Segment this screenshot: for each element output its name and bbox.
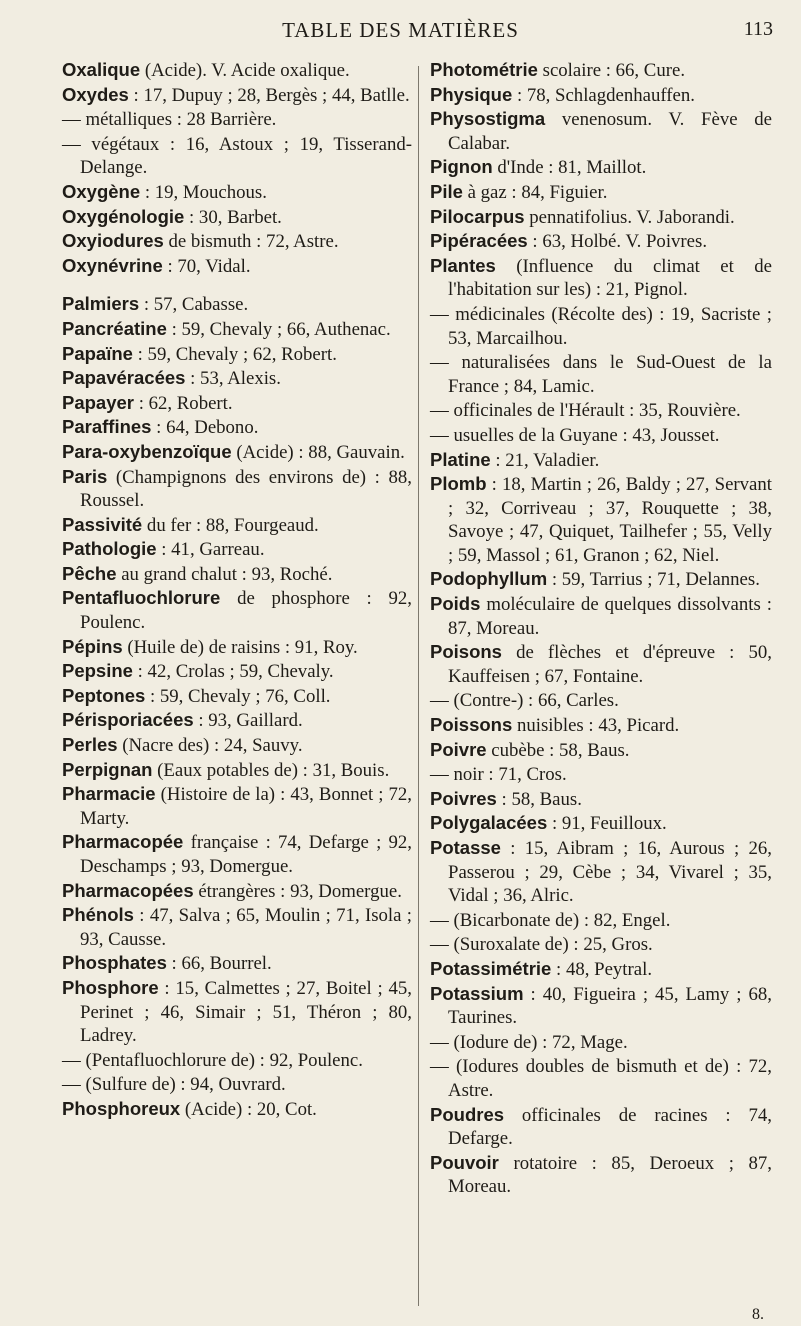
entry-references: : 62, Robert. [134,392,233,414]
entry-references: — (Sulfure de) : 94, Ouvrard. [62,1074,286,1096]
index-entry [62,635,412,660]
column-divider [418,66,419,1306]
entry-headword: Poids [430,593,481,615]
entry-headword: Pouvoir [430,1151,499,1173]
entry-headword: Potasse [430,837,501,858]
index-entry [62,366,412,391]
entry-references: (Nacre des) : 24, Sauvy. [117,735,303,757]
index-entry [62,830,412,878]
index-entry [430,58,772,83]
entry-references: : 70, Vidal. [162,255,251,277]
index-entry [430,155,772,180]
entry-references: : 40, Figueira ; 45, Lamy ; 68, Taurines. [448,983,772,1029]
entry-headword: Périsporiacées [62,709,194,731]
entry-references: nuisibles : 43, Picard. [512,715,680,737]
entry-references: — (Bicarbonate de) : 82, Engel. [430,909,671,931]
entry-references: : 64, Debono. [151,417,259,439]
entry-references: : 59, Chevaly ; 62, Robert. [132,343,337,365]
entry-references: — usuelles de la Guyane : 43, Jousset. [430,424,720,446]
index-entry [62,229,412,254]
entry-headword: Plantes [430,254,496,276]
entry-headword: Pilocarpus [430,205,525,227]
entry-headword: Para-oxybenzoïque [62,440,232,462]
entry-references: — (Pentafluochlorure de) : 92, Poulenc. [62,1049,363,1071]
index-column-right [430,58,772,1199]
index-entry [62,733,412,758]
entry-headword: Pipéracées [430,230,528,252]
running-title: TABLE DES MATIÈRES [282,18,519,42]
index-entry [62,782,412,830]
entry-headword: Poudres [430,1103,505,1125]
entry-headword: Pépins [62,635,123,657]
entry-references: pennatifolius. V. Jaborandi. [524,206,735,228]
entry-references: : 47, Salva ; 65, Moulin ; 71, Isola ; 93, Causse. [80,905,412,950]
entry-references: de phosphore : 92, Poulenc. [80,588,412,634]
index-entry [62,537,412,562]
entry-headword: Pentafluochlorure [62,587,221,609]
entry-headword: Poivres [430,787,497,809]
index-entry [62,132,412,180]
index-entry [62,903,412,951]
page-number: 113 [743,18,773,40]
entry-headword: Phosphore [62,976,159,998]
entry-headword: Potassimétrie [430,957,552,979]
index-entry [430,811,772,836]
index-entry [62,1048,412,1073]
entry-headword: Physostigma [430,108,546,130]
entry-references: : 78, Schlagdenhauffen. [512,84,695,106]
entry-headword: Oxynévrine [62,254,163,276]
index-entry [62,58,412,83]
entry-headword: Pharmacopée [62,831,184,853]
entry-references: (Histoire de la) : 43, Bonnet ; 72, Marty. [80,784,412,829]
index-entry [62,879,412,904]
entry-headword: Perles [62,734,118,756]
index-entry [62,708,412,733]
index-entry [62,440,412,465]
entry-headword: Pharmacie [62,783,156,805]
index-entry [62,586,412,634]
index-entry [430,302,772,350]
entry-headword: Paraffines [62,416,152,438]
index-entry [430,1151,772,1199]
entry-references: : 59, Chevaly ; 76, Coll. [145,685,331,707]
entry-references: : 18, Martin ; 26, Baldy ; 27, Servant ; 32, Corriveau ; 37, Rouquette ; 38, Savoye ; 47, Quiquet, Tailhefer ; 55, Velly ; 59, Massol ; 61, Granon ; 62, Niel. [448,474,772,566]
index-column-left [62,58,412,1122]
entry-references: — médicinales (Récolte des) : 19, Sacriste ; 53, Marcailhou. [430,303,772,349]
index-entry [430,229,772,254]
entry-headword: Papayer [62,391,134,413]
index-entry [62,342,412,367]
index-entry [62,951,412,976]
entry-headword: Photométrie [430,59,538,80]
entry-references: — métalliques : 28 Barrière. [62,109,277,131]
entry-references: : 63, Holbé. V. Poivres. [527,231,708,253]
index-entry [62,415,412,440]
entry-headword: Platine [430,448,491,470]
entry-headword: Poivre [430,738,487,760]
entry-references: — (Suroxalate de) : 25, Gros. [430,934,653,956]
entry-references: (Champignons des environs de) : 88, Roussel. [80,466,412,512]
entry-references: (Eaux potables de) : 31, Bouis. [152,759,390,781]
entry-headword: Phénols [62,904,134,926]
entry-references: : 30, Barbet. [184,206,282,228]
index-entry [62,758,412,783]
entry-references: française : 74, Defarge ; 92, Deschamps ; 93, Domergue. [80,832,412,877]
entry-headword: Oxygène [62,180,141,202]
entry-headword: Potassium [430,982,524,1004]
entry-references: : 53, Alexis. [185,368,281,390]
entry-headword: Pancréatine [62,317,167,339]
entry-headword: Papavéracées [62,367,186,389]
entry-headword: Oxygénologie [62,205,185,227]
index-entry [62,465,412,513]
signature-mark: 8. [752,1306,764,1323]
entry-references: moléculaire de quelques dissolvants : 87, Moreau. [448,594,772,639]
index-entry [430,836,772,908]
entry-headword: Podophyllum [430,568,548,590]
entry-headword: Oxydes [62,83,129,105]
index-entry [430,957,772,982]
index-entry [430,398,772,423]
entry-headword: Papaïne [62,342,133,364]
index-entry [62,1072,412,1097]
index-entry [430,908,772,933]
index-entry [430,107,772,155]
entry-references: : 21, Valadier. [490,449,600,471]
entry-references: étrangères : 93, Domergue. [193,880,402,902]
entry-headword: Palmiers [62,293,140,315]
entry-headword: Phosphoreux [62,1097,181,1119]
index-entry [62,1097,412,1122]
entry-references: — naturalisées dans le Sud-Ouest de la France ; 84, Lamic. [430,352,772,397]
index-entry [62,562,412,587]
index-entry [430,472,772,567]
entry-references: (Acide) : 20, Cot. [180,1098,317,1120]
entry-references: : 58, Baus. [496,788,582,810]
index-entry [430,738,772,763]
entry-headword: Peptones [62,684,146,706]
entry-references: (Influence du climat et de l'habitation sur les) : 21, Pignol. [448,255,772,301]
entry-references: de flèches et d'épreuve : 50, Kauffeisen ; 67, Fontaine. [448,642,772,687]
entry-references: (Huile de) de raisins : 91, Roy. [122,636,358,658]
index-entry [430,205,772,230]
entry-references: — végétaux : 16, Astoux ; 19, Tisserand-Delange. [62,133,412,179]
entry-references: : 57, Cabasse. [139,294,249,316]
index-entry [430,180,772,205]
entry-references: de bismuth : 72, Astre. [163,231,339,253]
index-entry [430,254,772,302]
index-entry [62,513,412,538]
entry-references: d'Inde : 81, Maillot. [492,157,647,179]
index-entry [430,688,772,713]
entry-headword: Phosphates [62,952,167,974]
entry-references: du fer : 88, Fourgeaud. [142,514,319,536]
index-entry [430,567,772,592]
index-entry [62,976,412,1048]
entry-references: : 66, Bourrel. [166,953,272,975]
entry-headword: Paris [62,465,108,487]
entry-references: : 59, Chevaly ; 66, Authenac. [166,318,391,340]
entry-references: venenosum. V. Fève de Calabar. [448,109,772,154]
index-entry [430,713,772,738]
index-entry [62,292,412,317]
entry-headword: Pile [430,180,463,202]
entry-headword: Poissons [430,714,513,736]
index-entry [430,1054,772,1102]
entry-headword: Polygalacées [430,812,548,834]
index-entry [62,391,412,416]
entry-references: officinales de racines : 74, Defarge. [448,1104,772,1150]
index-entry [430,787,772,812]
index-entry [62,317,412,342]
index-entry [62,205,412,230]
entry-headword: Passivité [62,513,143,535]
index-entry [430,762,772,787]
index-entry [430,982,772,1030]
entry-headword: Pharmacopées [62,879,194,901]
entry-references: scolaire : 66, Cure. [537,60,686,81]
entry-references: : 41, Garreau. [156,539,265,561]
entry-headword: Physique [430,83,513,105]
entry-headword: Pathologie [62,538,157,560]
entry-references: — (Contre-) : 66, Carles. [430,690,619,712]
entry-headword: Perpignan [62,758,153,780]
entry-headword: Oxalique [62,59,141,80]
entry-references: : 15, Aibram ; 16, Aurous ; 26, Passerou ; 29, Cèbe ; 34, Vivarel ; 35, Vidal ; 36, Alric. [448,838,772,907]
index-entry [430,640,772,688]
entry-references: : 91, Feuilloux. [547,813,667,835]
index-entry [62,107,412,132]
entry-headword: Poisons [430,641,502,663]
entry-references: cubèbe : 58, Baus. [486,739,630,761]
entry-references: : 48, Peytral. [551,958,653,980]
entry-headword: Pêche [62,562,117,584]
entry-headword: Pignon [430,156,493,178]
entry-references: : 15, Calmettes ; 27, Boitel ; 45, Perinet ; 46, Simair ; 51, Théron ; 80, Ladrey. [80,977,412,1047]
entry-references: : 17, Dupuy ; 28, Bergès ; 44, Batlle. [128,84,410,106]
entry-references: : 19, Mouchous. [140,181,267,203]
entry-references: — (Iodures doubles de bismuth et de) : 72, Astre. [430,1056,772,1101]
entry-references: : 42, Crolas ; 59, Chevaly. [132,661,334,683]
entry-references: rotatoire : 85, Deroeux ; 87, Moreau. [448,1152,772,1198]
entry-references: — (Iodure de) : 72, Mage. [430,1031,628,1053]
entry-references: (Acide) : 88, Gauvain. [231,441,405,463]
index-entry [430,1103,772,1151]
index-entry [430,350,772,398]
entry-references: à gaz : 84, Figuier. [462,181,608,203]
running-header [0,16,801,46]
index-entry [430,448,772,473]
entry-headword: Plomb [430,473,487,495]
entry-references: : 59, Tarrius ; 71, Delannes. [547,569,760,591]
index-entry [430,83,772,108]
index-entry [62,659,412,684]
index-entry [430,1030,772,1055]
index-entry [62,180,412,205]
entry-references: — officinales de l'Hérault : 35, Rouvière. [430,400,741,422]
index-entry [62,684,412,709]
index-entry [430,932,772,957]
entry-references: (Acide). V. Acide oxalique. [140,60,350,81]
index-entry [62,83,412,108]
entry-headword: Pepsine [62,660,133,682]
index-entry [430,423,772,448]
entry-headword: Oxyiodures [62,230,164,252]
index-entry [430,592,772,640]
entry-references: — noir : 71, Cros. [430,764,567,786]
index-entry [62,254,412,279]
entry-references: au grand chalut : 93, Roché. [116,563,333,585]
entry-references: : 93, Gaillard. [193,710,303,732]
